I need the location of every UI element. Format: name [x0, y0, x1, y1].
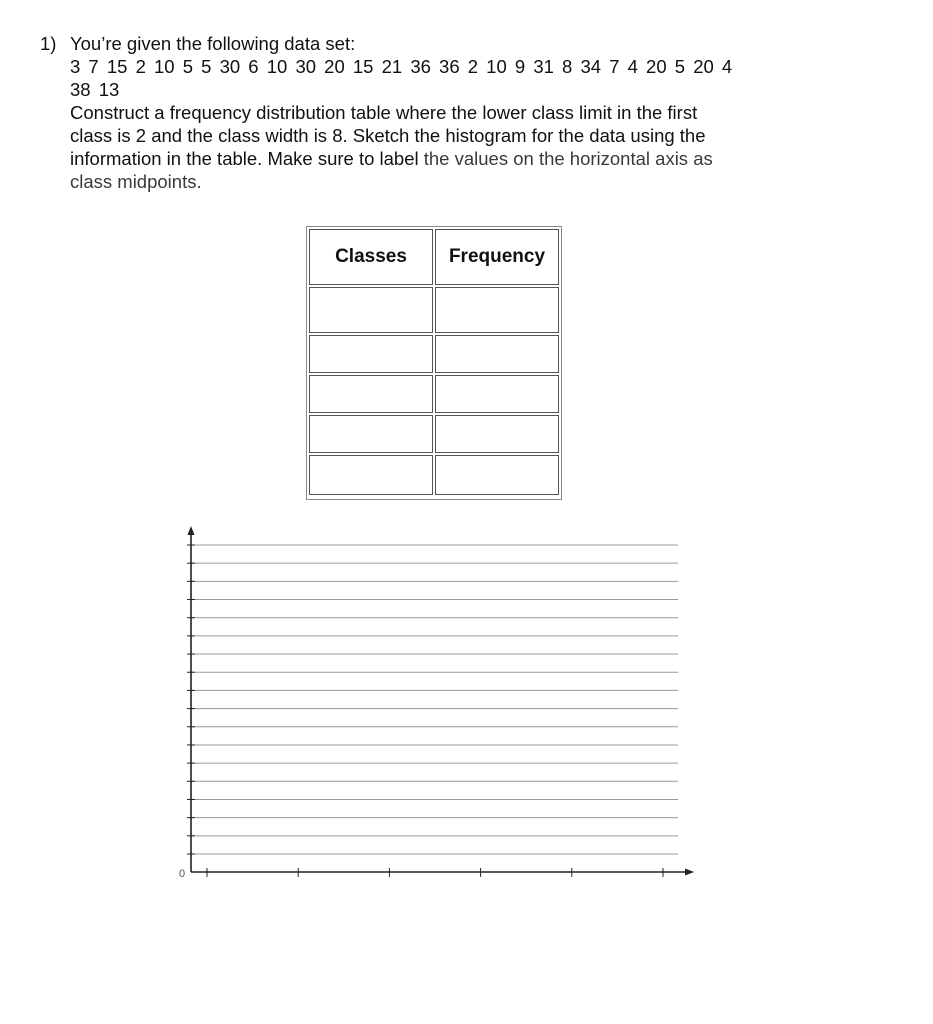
x-axis-arrow [685, 869, 694, 876]
y-axis-arrow [188, 526, 195, 535]
header-classes: Classes [309, 229, 433, 285]
question-intro: You’re given the following data set: [70, 33, 356, 54]
data-set-line-1: 3 7 15 2 10 5 5 30 6 10 30 20 15 21 36 36 2 10 9 31 8 34 7 4 20 5 20 4 [70, 56, 733, 77]
gridlines [191, 545, 678, 854]
instruction-line-1: Construct a frequency distribution table where the lower class limit in the first [70, 102, 698, 123]
instruction-line-2: class is 2 and the class width is 8. Sketch the histogram for the data using the [70, 125, 706, 146]
header-frequency: Frequency [435, 229, 559, 285]
data-set-line-2: 38 13 [70, 79, 120, 100]
instruction-line-4: class midpoints. [70, 171, 202, 192]
origin-label: 0 [179, 868, 186, 880]
instruction-line-3-part-b: the values on the horizontal axis as [418, 148, 713, 169]
instruction-line-3-part-a: information in the table. Make sure to label [70, 148, 419, 169]
question-number: 1) [40, 33, 57, 54]
